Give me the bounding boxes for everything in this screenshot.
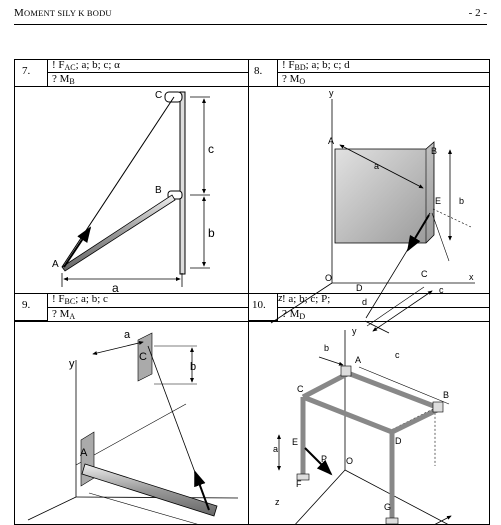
label-C: C	[297, 384, 304, 394]
frame-hidden	[303, 372, 435, 518]
label-C: C	[139, 351, 147, 363]
label-a: a	[374, 161, 380, 171]
p7-given-rest: ; a; b; c; α	[75, 59, 120, 71]
p10-given-main: ! a; b; c; P;	[282, 293, 331, 305]
p10-number: 10.	[252, 299, 266, 311]
label-c: c	[208, 142, 214, 156]
x-axis	[345, 470, 485, 525]
rod-ab	[82, 464, 217, 516]
label-C: C	[155, 90, 163, 101]
p9-ask	[52, 308, 75, 321]
label-b: b	[459, 196, 465, 206]
label-D: D	[395, 436, 402, 446]
p8-ask	[282, 73, 305, 86]
label-E: E	[292, 437, 299, 447]
label-y: y	[69, 358, 75, 370]
label-P: P	[321, 454, 328, 464]
label-O: O	[325, 273, 333, 283]
dim-a	[93, 342, 143, 354]
label-x: x	[469, 272, 474, 282]
p10-ask	[282, 308, 305, 321]
p7-ask-sub: B	[69, 77, 75, 86]
label-D: D	[356, 283, 363, 293]
wall-post	[180, 92, 185, 274]
page-number: - 2 -	[468, 7, 487, 19]
p7-ask-main: ? M	[52, 73, 70, 85]
label-A: A	[52, 259, 59, 270]
p7-given-sub: AC	[64, 63, 76, 72]
label-c: c	[439, 285, 444, 295]
beam-ab	[345, 372, 439, 408]
p10-figure	[249, 322, 490, 525]
header-rule	[14, 24, 487, 25]
guide-line	[433, 209, 471, 227]
p9-given-main: ! F	[52, 293, 65, 305]
label-A: A	[80, 447, 88, 459]
label-E: E	[435, 196, 442, 206]
page-title-cap: M	[14, 7, 24, 19]
p9-given-rest: ; a; b; c	[75, 293, 108, 305]
p10-ask-main: ? M	[282, 308, 300, 320]
p8-row-line	[278, 72, 490, 73]
p9-given	[52, 293, 108, 306]
dim-c	[359, 367, 449, 404]
page-title	[14, 7, 112, 19]
p9-number: 9.	[22, 299, 31, 311]
p8-given-rest: ; a; b; c; d	[305, 59, 350, 71]
label-a: a	[112, 281, 119, 295]
p8-given	[282, 59, 350, 72]
p8-ask-main: ? M	[282, 73, 300, 85]
p10-ask-sub: D	[299, 312, 306, 321]
p9-ask-main: ? M	[52, 308, 70, 320]
label-z: z	[278, 293, 283, 303]
z-axis	[28, 497, 76, 520]
p7-given	[52, 59, 120, 72]
cable-ac	[62, 97, 174, 267]
label-b: b	[324, 343, 330, 353]
label-b: b	[190, 361, 197, 373]
label-b: b	[208, 226, 215, 240]
p7-given-main: ! F	[52, 59, 65, 71]
p7-num-box	[14, 59, 48, 87]
label-B: B	[155, 185, 162, 196]
support-a	[341, 366, 351, 376]
support-b	[433, 402, 443, 412]
label-C: C	[421, 269, 428, 279]
p8-given-sub: BD	[294, 63, 306, 72]
p9-figure	[14, 322, 248, 525]
label-B: B	[431, 146, 438, 156]
label-G: G	[384, 502, 392, 512]
p9-num-box	[14, 293, 48, 321]
p8-num-box	[248, 59, 278, 87]
label-y: y	[352, 326, 357, 336]
page-title-rest: OMENT SILY K BODU	[23, 8, 112, 18]
label-O: O	[346, 456, 354, 466]
p8-given-main: ! F	[282, 59, 295, 71]
label-A: A	[328, 136, 335, 146]
z-axis	[281, 470, 345, 525]
beam-cdb	[303, 397, 437, 432]
p7-ask	[52, 73, 75, 86]
dim-a2	[409, 516, 451, 525]
label-d: d	[362, 297, 368, 307]
label-a-top: a	[273, 444, 279, 454]
p7-figure	[14, 87, 248, 293]
p7-number: 7.	[22, 65, 31, 77]
force-p-arrow	[305, 448, 331, 474]
label-y: y	[329, 88, 334, 98]
label-a: a	[124, 329, 131, 341]
p8-ask-sub: O	[299, 77, 306, 86]
label-c: c	[395, 350, 400, 360]
p9-given-sub: BC	[64, 297, 76, 306]
dim-b	[319, 357, 343, 365]
p8-number: 8.	[254, 65, 263, 77]
p9-ask-sub: A	[69, 312, 76, 321]
plate-a	[81, 432, 94, 486]
label-A: A	[355, 355, 362, 365]
support-g	[386, 518, 398, 524]
p7-row-line	[48, 72, 249, 73]
rod-ab	[62, 195, 175, 271]
p9-row-line	[48, 307, 249, 308]
line-be	[432, 213, 449, 261]
label-F: F	[296, 479, 302, 489]
beam-ca	[303, 374, 347, 397]
plate	[335, 142, 434, 243]
problem-grid	[14, 59, 490, 525]
p10-row-line	[278, 307, 490, 308]
label-B: B	[443, 390, 450, 400]
label-z: z	[275, 497, 280, 507]
